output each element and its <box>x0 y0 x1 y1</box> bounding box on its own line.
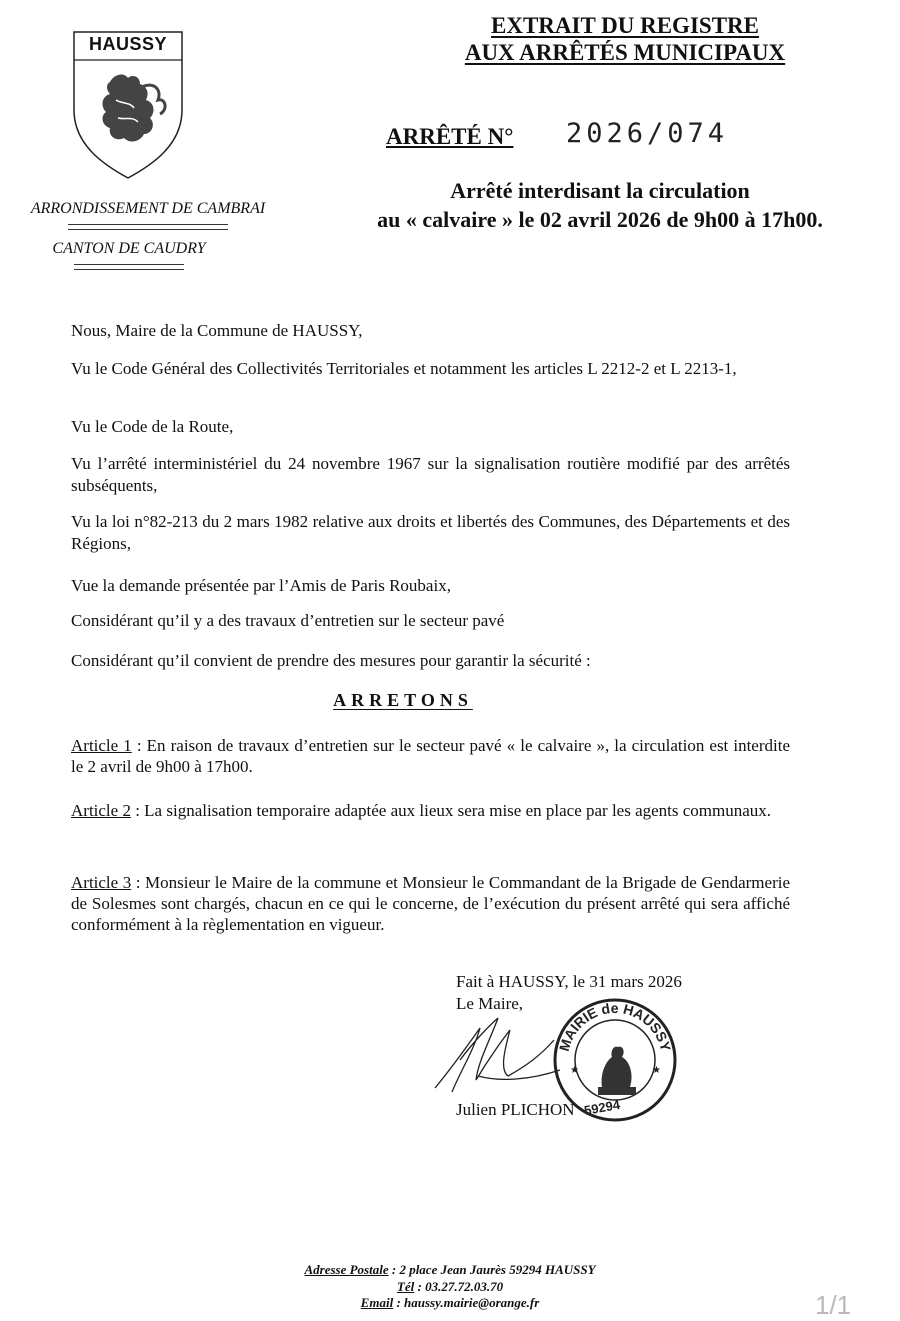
article-text: : En raison de travaux d’entretien sur le secteur pavé « le calvaire », la circulation est interdite le 2 avril de 9h00 à 17h00. <box>71 736 790 776</box>
arrondissement-label: ARRONDISSEMENT DE CAMBRAI <box>30 200 266 217</box>
stamp-text: MAIRIE de HAUSSY <box>555 999 675 1053</box>
article-3 <box>71 872 790 935</box>
preamble-vu-code-route <box>71 416 790 438</box>
article-label: Article 1 <box>71 736 132 755</box>
crest-town-name: HAUSSY <box>88 34 167 54</box>
arrete-number: 2026/074 <box>566 118 729 149</box>
canton-label: CANTON DE CAUDRY <box>52 240 206 257</box>
footer-address <box>200 1262 700 1279</box>
phone-value: : 03.27.72.03.70 <box>414 1278 504 1294</box>
register-title-line2: AUX ARRÊTÉS MUNICIPAUX <box>464 40 786 65</box>
preamble-intro <box>71 320 790 342</box>
footer-email <box>200 1295 700 1312</box>
preamble-vu-arrete-1967 <box>71 453 790 497</box>
paragraph: Vu le Code Général des Collectivités Territoriales et notamment les articles L 2212-2 et L 2213-1, <box>71 359 737 378</box>
article-label: Article 2 <box>71 801 131 820</box>
handwritten-signature <box>430 1000 570 1100</box>
svg-text:MAIRIE de HAUSSY <box>556 1000 674 1054</box>
footer-phone <box>200 1279 700 1296</box>
mayor-signature <box>430 1000 570 1100</box>
paragraph: Considérant qu’il y a des travaux d’entretien sur le secteur pavé <box>71 611 505 630</box>
email-label: Email <box>360 1295 394 1310</box>
article-label: Article 3 <box>71 873 132 892</box>
decision-heading: ARRETONS <box>333 690 473 710</box>
canton-block <box>24 240 234 270</box>
email-value: : haussy.mairie@orange.fr <box>393 1295 540 1310</box>
paragraph: Vu l’arrêté interministériel du 24 novembre 1967 sur la signalisation routière modifié par des arrêtés subséquents, <box>71 454 790 495</box>
paragraph: Vu la loi n°82-213 du 2 mars 1982 relative aux droits et libertés des Communes, des Départements et des Régions, <box>71 512 790 553</box>
paragraph: Nous, Maire de la Commune de HAUSSY, <box>71 321 363 340</box>
register-title-line1: EXTRAIT DU REGISTRE <box>491 13 759 38</box>
double-rule <box>74 264 184 270</box>
arrete-subject <box>330 176 870 234</box>
place-and-date: Fait à HAUSSY, le 31 mars 2026 <box>456 972 682 991</box>
address-label: Adresse Postale <box>304 1262 389 1277</box>
svg-text:★: ★ <box>570 1065 579 1076</box>
page-indicator: 1/1 <box>815 1290 852 1320</box>
town-crest <box>70 30 186 180</box>
preamble-vu-loi-1982 <box>71 511 790 555</box>
paragraph: Considérant qu’il convient de prendre des mesures pour garantir la sécurité : <box>71 651 591 670</box>
article-1 <box>71 735 790 777</box>
double-rule <box>68 224 228 230</box>
signer-name: Julien PLICHON <box>456 1100 575 1119</box>
phone-label: Tél <box>396 1278 415 1294</box>
article-2 <box>71 800 790 821</box>
preamble-considerant-2 <box>71 650 790 672</box>
paragraph: Vu le Code de la Route, <box>71 417 234 436</box>
svg-text:★: ★ <box>652 1065 661 1076</box>
article-text: : Monsieur le Maire de la commune et Monsieur le Commandant de la Brigade de Gendarmerie de Solesmes sont chargés, chacun en ce qui le concerne, de l’exécution du présent arrêté qui sera affiché conformément à la règlementation en vigueur. <box>71 873 790 934</box>
preamble-vu-demande <box>71 575 790 597</box>
arrondissement-block <box>10 200 286 230</box>
preamble-vu-cgct <box>71 358 790 380</box>
register-title <box>440 12 810 66</box>
subject-line2: au « calvaire » le 02 avril 2026 de 9h00 à 17h00. <box>377 207 823 232</box>
stamp-postcode: 59294 <box>582 1096 622 1119</box>
paragraph: Vue la demande présentée par l’Amis de Paris Roubaix, <box>71 576 451 595</box>
address-value: : 2 place Jean Jaurès 59294 HAUSSY <box>388 1262 596 1277</box>
signer-role: Le Maire, <box>456 994 524 1013</box>
footer <box>200 1262 700 1312</box>
article-text: : La signalisation temporaire adaptée aux lieux sera mise en place par les agents communaux. <box>130 801 772 820</box>
preamble-considerant-1 <box>71 610 790 632</box>
arrete-label: ARRÊTÉ N° <box>386 124 514 149</box>
subject-line1: Arrêté interdisant la circulation <box>450 178 750 203</box>
